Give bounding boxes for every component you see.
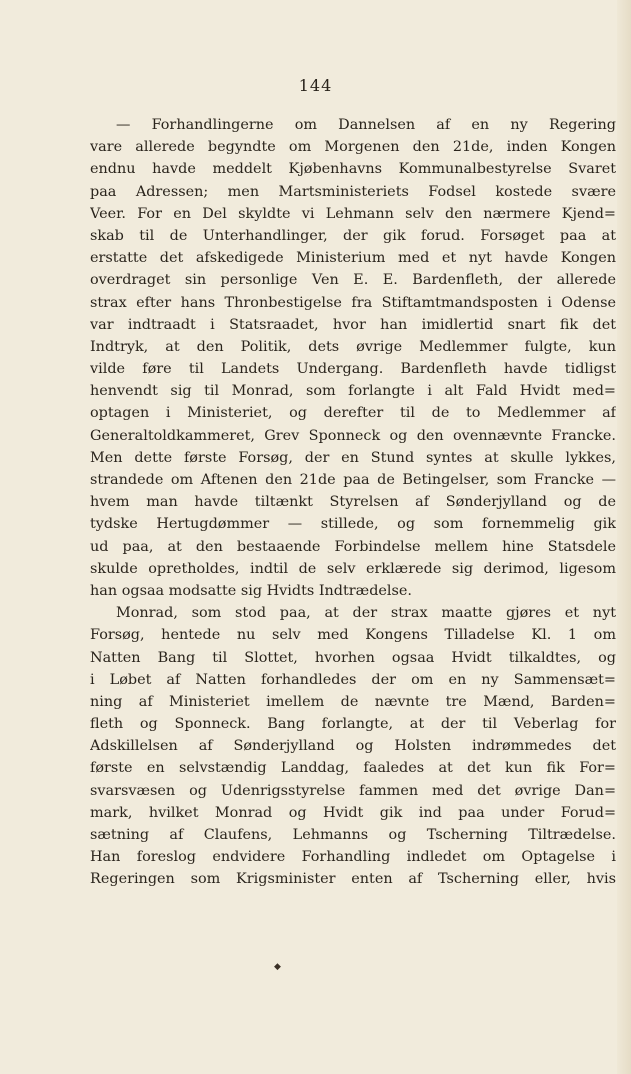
text-line: Natten Bang til Slottet, hvorhen ogsaa Hvidt tilkaldtes, og bbox=[90, 649, 616, 666]
text-line: Han foreslog endvidere Forhandling indledet om Optagelse i bbox=[90, 849, 616, 866]
text-line: Monrad, som stod paa, at der strax maatte gjøres et nyt bbox=[116, 605, 616, 622]
text-line: fleth og Sponneck. Bang forlangte, at der til Veberlag for bbox=[90, 716, 616, 733]
text-line: første en selvstændig Landdag, faaledes at det kun fik For= bbox=[90, 760, 616, 777]
text-line: Regeringen som Krigsminister enten af Tscherning eller, hvis bbox=[90, 871, 616, 888]
text-line: tydske Hertugdømmer — stillede, og som fornemmelig gik bbox=[90, 516, 616, 533]
text-line: skab til de Unterhandlinger, der gik forud. Forsøget paa at bbox=[90, 227, 616, 244]
text-line: Indtryk, at den Politik, dets øvrige Medlemmer fulgte, kun bbox=[90, 338, 616, 355]
text-line: mark, hvilket Monrad og Hvidt gik ind paa under Forud= bbox=[90, 804, 616, 821]
body-text bbox=[90, 114, 616, 891]
page-number: 144 bbox=[298, 76, 333, 95]
text-line: han ogsaa modsatte sig Hvidts Indtrædelse. bbox=[90, 582, 412, 599]
text-line: skulde opretholdes, indtil de selv erklærede sig derimod, ligesom bbox=[90, 560, 616, 577]
text-line: ud paa, at den bestaaende Forbindelse mellem hine Statsdele bbox=[90, 538, 616, 555]
text-line: Veer. For en Del skyldte vi Lehmann selv den nærmere Kjend= bbox=[90, 205, 616, 222]
text-line: endnu havde meddelt Kjøbenhavns Kommunalbestyrelse Svaret bbox=[90, 161, 616, 178]
text-line: strandede om Aftenen den 21de paa de Betingelser, som Francke — bbox=[90, 472, 616, 488]
text-line: svarsvæsen og Udenrigsstyrelse fammen med det øvrige Dan= bbox=[90, 782, 616, 799]
text-line: hvem man havde tiltænkt Styrelsen af Sønderjylland og de bbox=[90, 494, 616, 511]
text-line: optagen i Ministeriet, og derefter til de to Medlemmer af bbox=[90, 405, 616, 422]
text-line: vare allerede begyndte om Morgenen den 21de, inden Kongen bbox=[90, 139, 616, 156]
text-line: Men dette første Forsøg, der en Stund syntes at skulle lykkes, bbox=[90, 449, 616, 466]
text-line: henvendt sig til Monrad, som forlangte i alt Fald Hvidt med= bbox=[90, 383, 616, 400]
text-line: — Forhandlingerne om Dannelsen af en ny Regering bbox=[116, 117, 616, 133]
text-line: vilde føre til Landets Undergang. Bardenfleth havde tidligst bbox=[90, 361, 616, 378]
page-gutter-shadow bbox=[617, 0, 631, 1074]
text-line: var indtraadt i Statsraadet, hvor han imidlertid snart fik det bbox=[90, 316, 616, 333]
text-line: paa Adressen; men Martsministeriets Fodsel kostede svære bbox=[90, 183, 616, 200]
text-line: Forsøg, hentede nu selv med Kongens Tilladelse Kl. 1 om bbox=[90, 627, 616, 644]
bottom-ornament-mark: ◆ bbox=[274, 962, 281, 972]
text-line: Generaltoldkammeret, Grev Sponneck og den ovennævnte Francke. bbox=[90, 427, 616, 444]
text-line: overdraget sin personlige Ven E. E. Bardenfleth, der allerede bbox=[90, 272, 616, 289]
text-line: Adskillelsen af Sønderjylland og Holsten indrømmedes det bbox=[90, 738, 616, 755]
text-line: sætning af Claufens, Lehmanns og Tscherning Tiltrædelse. bbox=[90, 827, 616, 843]
text-line: i Løbet af Natten forhandledes der om en ny Sammensæt= bbox=[90, 671, 616, 688]
text-line: strax efter hans Thronbestigelse fra Stiftamtmandsposten i Odense bbox=[90, 294, 616, 311]
text-line: erstatte det afskedigede Ministerium med et nyt havde Kongen bbox=[90, 250, 616, 267]
text-line: ning af Ministeriet imellem de nævnte tre Mænd, Barden= bbox=[90, 693, 616, 710]
